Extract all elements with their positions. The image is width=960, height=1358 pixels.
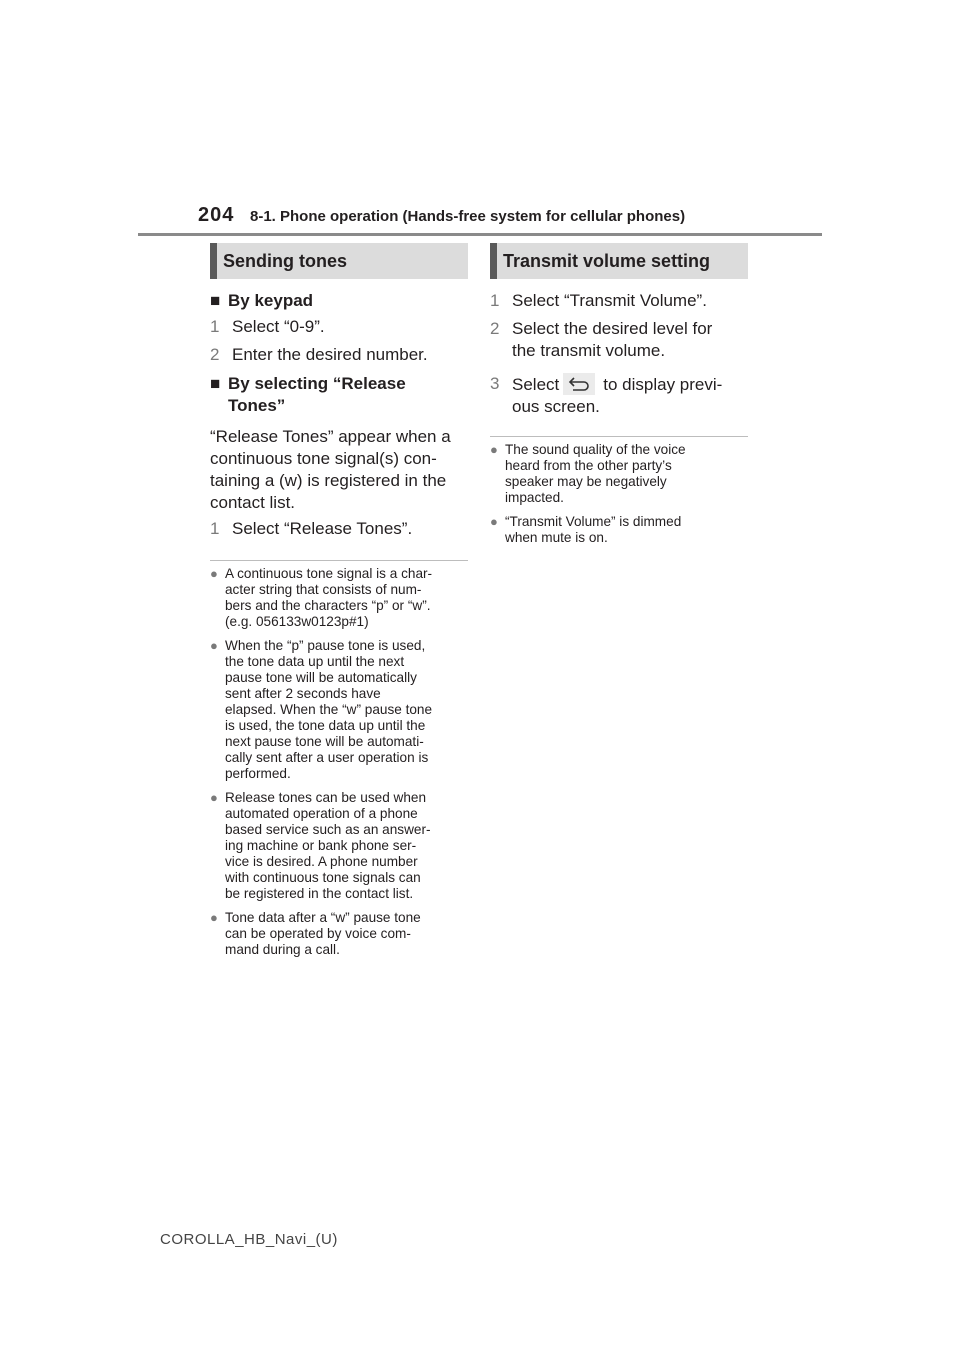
back-arrow-icon — [563, 373, 595, 395]
paragraph-line: continuous tone signal(s) con- — [210, 449, 437, 468]
step-item — [490, 290, 748, 312]
step-number: 2 — [210, 345, 220, 364]
step-item — [490, 373, 748, 418]
notes-divider — [490, 436, 748, 437]
step-text: Select “Release Tones”. — [232, 519, 413, 538]
footer-doc-code: COROLLA_HB_Navi_(U) — [160, 1231, 338, 1248]
note-item: ● When the “p” pause tone is used, the tone data up until the next pause tone will be automatically sent after 2 seconds have elapsed. When the “w” pause tone is used, the tone data up until the next pause tone will be automati- cally sent after a user operation is performed. — [210, 638, 433, 781]
step-number: 1 — [490, 291, 500, 310]
circle-bullet-icon: ● — [490, 514, 498, 529]
left-column — [210, 243, 468, 966]
release-tones-paragraph — [210, 426, 468, 514]
page-header — [138, 202, 822, 236]
notes-divider — [210, 560, 468, 561]
paragraph-line: “Release Tones” appear when a — [210, 427, 451, 446]
page-number: 204 — [198, 204, 235, 226]
step-item — [210, 518, 468, 540]
step-text: Select “0-9”. — [232, 317, 325, 336]
circle-bullet-icon: ● — [490, 442, 498, 457]
notes-list — [210, 566, 468, 958]
step-text-part: to display previ- — [603, 375, 723, 394]
step-text-part: Select — [512, 375, 560, 394]
note-item: ● The sound quality of the voice heard from the other party’s speaker may be negatively impacted. — [490, 442, 686, 505]
step-number: 3 — [490, 374, 500, 393]
note-item: ● “Transmit Volume” is dimmed when mute is on. — [490, 514, 682, 545]
section-heading-transmit-volume: Transmit volume setting — [490, 243, 748, 279]
right-column — [490, 243, 748, 554]
note-item: ● Tone data after a “w” pause tone can be operated by voice com- mand during a call. — [210, 910, 421, 957]
step-text: Select “Transmit Volume”. — [512, 291, 707, 310]
step-number: 2 — [490, 319, 500, 338]
section-path: 8-1. Phone operation (Hands-free system for cellular phones) — [250, 208, 686, 225]
step-text-line: the transmit volume. — [512, 341, 666, 360]
step-text-line: ous screen. — [512, 397, 600, 416]
step-item — [210, 316, 468, 338]
step-item — [210, 344, 468, 366]
step-text: Enter the desired number. — [232, 345, 428, 364]
step-number: 1 — [210, 519, 220, 538]
subheading-by-keypad — [210, 290, 468, 312]
square-bullet-icon: ■ — [210, 374, 221, 393]
note-item: ● Release tones can be used when automated operation of a phone based service such as an answer- ing machine or bank phone ser- vice is desired. A phone number with continuous tone signals can be registered in the contact list. — [210, 790, 431, 901]
circle-bullet-icon: ● — [210, 910, 218, 925]
paragraph-line: contact list. — [210, 493, 296, 512]
subheading-release-tones — [210, 373, 468, 417]
step-item — [490, 318, 748, 362]
circle-bullet-icon: ● — [210, 790, 218, 805]
square-bullet-icon: ■ — [210, 291, 221, 310]
notes-list — [490, 442, 748, 546]
step-number: 1 — [210, 317, 220, 336]
circle-bullet-icon: ● — [210, 638, 218, 653]
subheading-text-line: Tones” — [228, 396, 286, 415]
circle-bullet-icon: ● — [210, 566, 218, 581]
section-heading-sending-tones: Sending tones — [210, 243, 468, 279]
paragraph-line: taining a (w) is registered in the — [210, 471, 447, 490]
subheading-text: By keypad — [228, 291, 314, 310]
note-item: ● A continuous tone signal is a char- acter string that consists of num- bers and the characters “p” or “w”. (e.g. 056133w0123p#1) — [210, 566, 433, 629]
step-text-line: Select the desired level for — [512, 319, 713, 338]
subheading-text-line: By selecting “Release — [228, 374, 406, 393]
